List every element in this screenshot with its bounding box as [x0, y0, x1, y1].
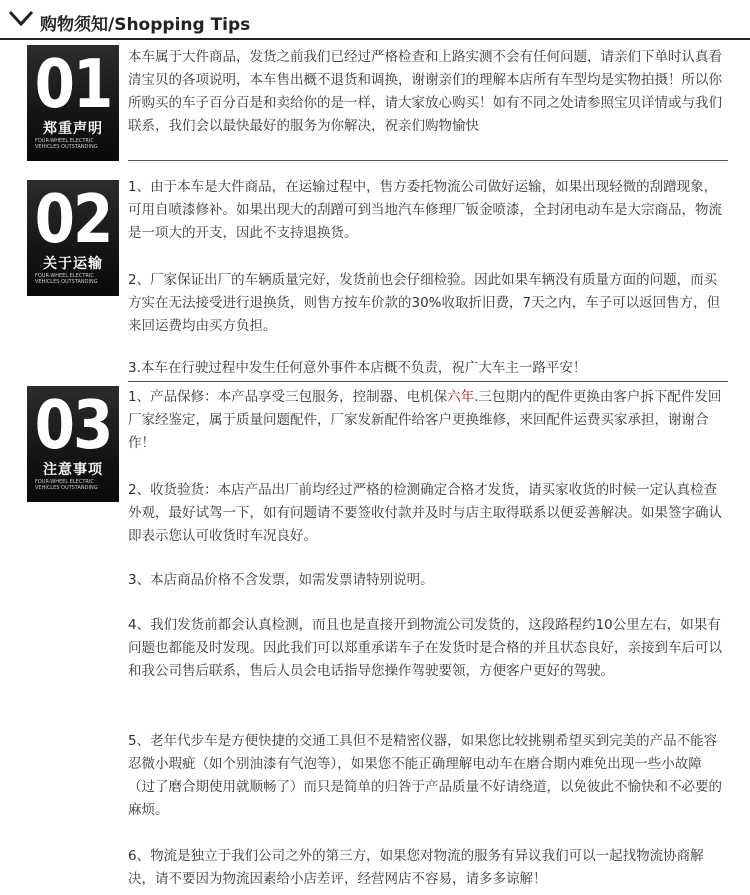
paragraph: 3.本车在行驶过程中发生任何意外事件本店概不负责，祝广大车主一路平安！ — [128, 360, 587, 376]
section-03-text-1 — [128, 386, 728, 455]
badge-title: 注意事项 — [43, 462, 103, 478]
page-title: 购物须知/Shopping Tips — [40, 15, 251, 35]
paragraph: 1、由于本车是大件商品，在运输过程中，售方委托物流公司做好运输，如果出现轻微的刮蹭现象，可用自喷漆修补。如果出现大的刮蹭可到当地汽车修理厂钣金喷漆，全封闭电动车是大宗商品，物流是一项大的开支，因此不支持退换货。 — [128, 179, 722, 241]
badge-number: 01 — [34, 45, 112, 123]
chevron-down-icon — [8, 8, 34, 28]
paragraph: 本车属于大件商品，发货之前我们已经过严格检查和上路实测不会有任何问题，请亲们下单时认真看清宝贝的各项说明，本车售出概不退货和调换，谢谢亲们的理解本店所有车型均是实物拍摄！所以你所购买的车子百分百是和卖给你的是一样，请大家放心购买！如有不同之处请参照宝贝详情或与我们联系，我们会以最快最好的服务为你解决，祝亲们购物愉快 — [128, 49, 722, 134]
header-divider — [0, 38, 750, 40]
badge-title: 郑重声明 — [43, 121, 103, 137]
badge-subtitle: FOUR-WHEEL ELECTRIC VEHICLES OUTSTANDING — [35, 138, 98, 150]
badge-number: 02 — [34, 180, 112, 258]
section-03-text-6 — [128, 845, 728, 891]
paragraph-text: 1、产品保修：本产品享受三包服务，控制器、电机保 — [128, 389, 448, 405]
section-03-text-3 — [128, 569, 728, 592]
badge-title: 关于运输 — [43, 256, 103, 272]
badge-subtitle: FOUR-WHEEL ELECTRIC VEHICLES OUTSTANDING — [35, 273, 98, 285]
section-03-text-4 — [128, 614, 728, 683]
section-02-text-2 — [128, 269, 728, 338]
paragraph: 5、老年代步车是方便快捷的交通工具但不是精密仪器，如果您比较挑剔希望买到完美的产品不能容忍微小瑕疵（如个别油漆有气泡等），如果您不能正确理解电动车在磨合期内难免出现一些小故障（过了磨合期使用就顺畅了）而只是简单的归咎于产品质量不好请绕道，以免彼此不愉快和不必要的麻烦。 — [128, 733, 722, 818]
paragraph: 2、厂家保证出厂的车辆质量完好，发货前也会仔细检验。因此如果车辆没有质量方面的问题，而买方实在无法接受进行退换货，则售方按车价款的30%收取折旧费，7天之内，车子可以返回售方，但来回运费均由买方负担。 — [128, 272, 721, 334]
paragraph: 3、本店商品价格不含发票，如需发票请特别说明。 — [128, 572, 434, 588]
section-divider — [128, 381, 728, 382]
paragraph: 2、收货验货：本店产品出厂前均经过严格的检测确定合格才发货，请买家收货的时候一定认真检查外观，最好试驾一下，如有问题请不要签收付款并及时与店主取得联系以便妥善解决。如果签字确认即表示您认可收货时车况良好。 — [128, 482, 722, 544]
section-badge-02 — [27, 180, 119, 296]
section-02-text — [128, 176, 728, 245]
page-header — [0, 0, 750, 40]
section-03-text-2 — [128, 479, 728, 548]
paragraph-text: .三包期内的配件更换由客户拆下配件发回厂家经鉴定，属于质量问题配件，厂家发新配件给客户更换维修，来回配件运费买家承担，谢谢合作！ — [128, 389, 722, 451]
section-03-text-5 — [128, 730, 728, 822]
badge-number: 03 — [34, 386, 112, 464]
paragraph: 4、我们发货前都会认真检测，而且也是直接开到物流公司发货的，这段路程约10公里左右，如果有问题也都能及时发现。因此我们可以郑重承诺车子在发货时是合格的并且状态良好，亲接到车后可以和我公司售后联系，售后人员会电话指导您操作驾驶要领，方便客户更好的驾驶。 — [128, 617, 722, 679]
highlight-text: 六年 — [447, 389, 475, 405]
badge-subtitle: FOUR-WHEEL ELECTRIC VEHICLES OUTSTANDING — [35, 479, 98, 491]
section-badge-01 — [27, 45, 119, 161]
paragraph: 6、物流是独立于我们公司之外的第三方，如果您对物流的服务有异议我们可以一起找物流协商解决，请不要因为物流因素给小店差评，经营网店不容易，请多多谅解！ — [128, 848, 704, 887]
section-divider — [128, 160, 728, 161]
section-02-text-3 — [128, 357, 728, 380]
section-badge-03 — [27, 386, 119, 502]
section-01-text — [128, 46, 728, 138]
paragraph — [128, 386, 728, 455]
